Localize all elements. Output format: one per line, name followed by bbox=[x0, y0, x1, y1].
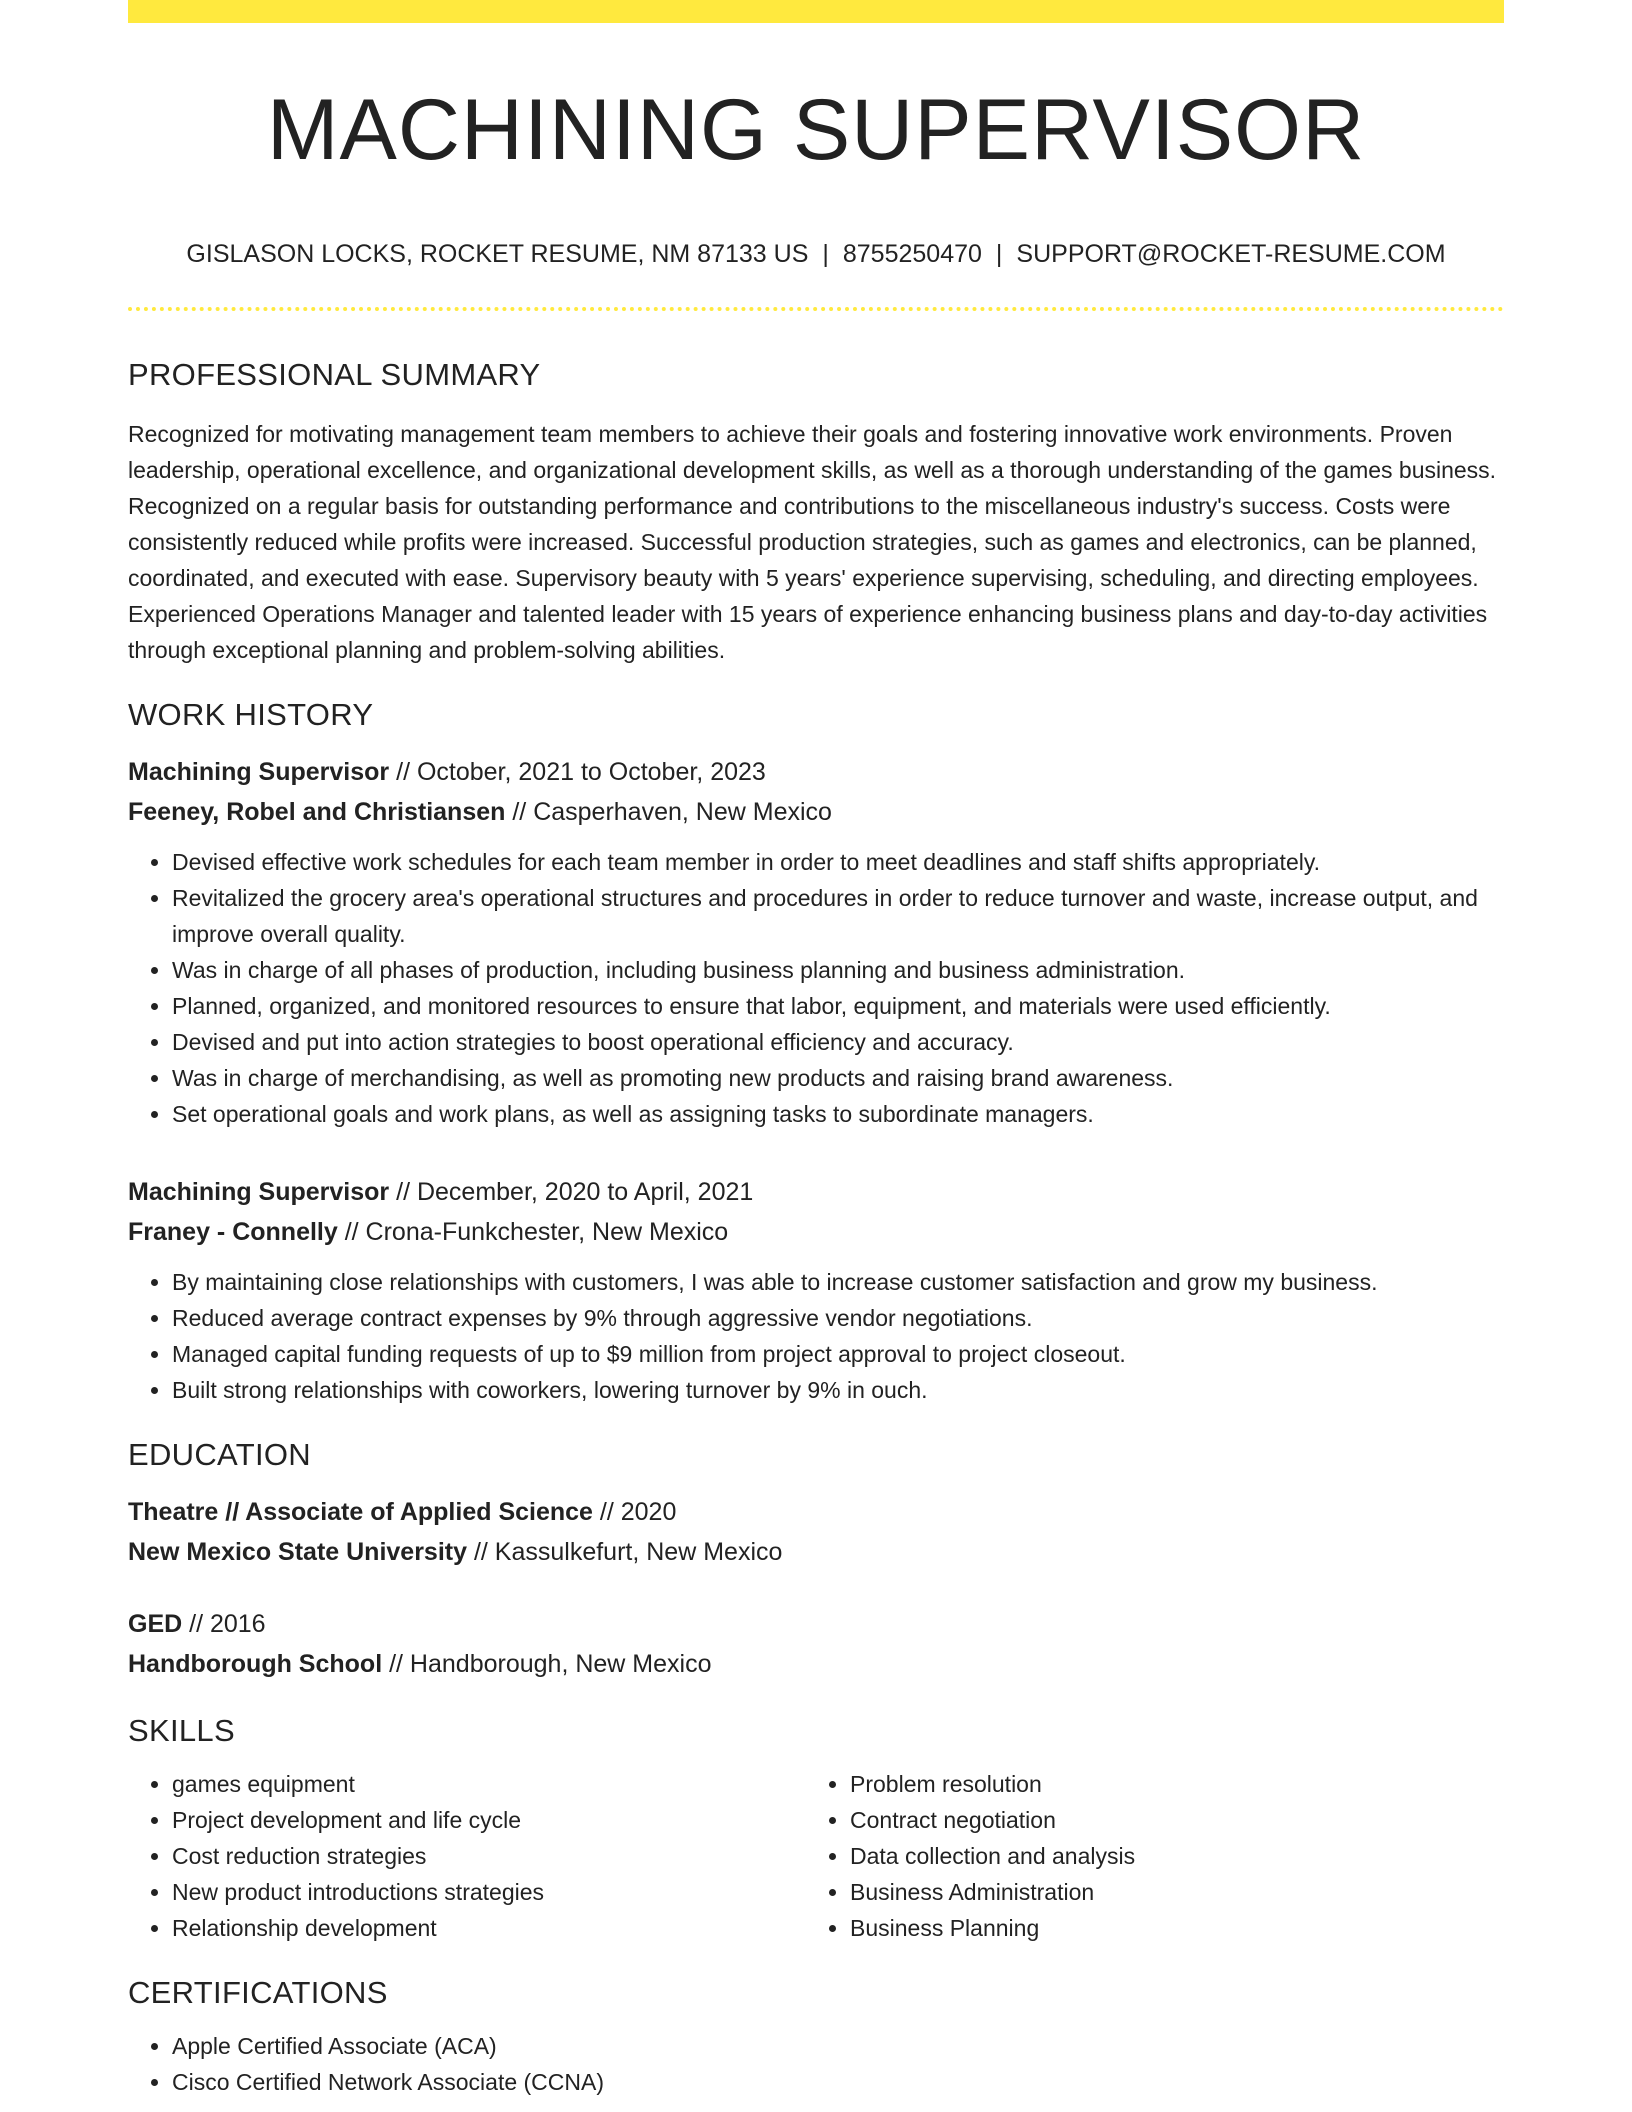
job-company-line bbox=[128, 792, 1504, 832]
list-item: • Built strong relationships with coworkers, lowering turnover by 9% in ouch. bbox=[172, 1372, 1504, 1408]
list-item: • games equipment bbox=[172, 1766, 806, 1802]
list-item: • New product introductions strategies bbox=[172, 1874, 806, 1910]
school-location: // Handborough, New Mexico bbox=[382, 1650, 712, 1678]
skills-section bbox=[128, 1708, 1504, 1946]
list-item: • Set operational goals and work plans, as well as assigning tasks to subordinate managers. bbox=[172, 1096, 1504, 1132]
school-line bbox=[128, 1532, 1504, 1572]
job-title: Machining Supervisor bbox=[128, 758, 390, 786]
education-section bbox=[128, 1432, 1504, 1684]
contact-separator: | bbox=[822, 240, 829, 268]
list-item: • Was in charge of merchandising, as well as promoting new products and raising brand awareness. bbox=[172, 1060, 1504, 1096]
job-bullets bbox=[128, 1264, 1504, 1408]
summary-section bbox=[128, 352, 1504, 668]
certifications-section bbox=[128, 1970, 1504, 2100]
resume-content bbox=[128, 352, 1504, 2100]
summary-text: Recognized for motivating management team members to achieve their goals and fostering innovative work environments. Proven leadership, operational excellence, and organizational development skills, as well as a thorough understanding of the games business. Recognized on a regular basis for outstanding performance and contributions to the miscellaneous industry's success. Costs were consistently reduced while profits were increased. Successful production strategies, such as games and electronics, can be planned, coordinated, and executed with ease. Supervisory beauty with 5 years' experience supervising, scheduling, and directing employees. Experienced Operations Manager and talented leader with 15 years of experience enhancing business plans and day-to-day activities through exceptional planning and problem-solving abilities. bbox=[128, 421, 1497, 663]
school-location: // Kassulkefurt, New Mexico bbox=[467, 1538, 783, 1566]
list-item: • Devised effective work schedules for each team member in order to meet deadlines and staff shifts appropriately. bbox=[172, 844, 1504, 880]
degree: Theatre // Associate of Applied Science bbox=[128, 1498, 593, 1526]
school: New Mexico State University bbox=[128, 1538, 468, 1566]
degree-line bbox=[128, 1604, 1504, 1644]
resume-title: MACHINING SUPERVISOR bbox=[266, 82, 1366, 178]
job-dates: // October, 2021 to October, 2023 bbox=[389, 758, 766, 786]
skills-list-right bbox=[806, 1766, 1484, 1946]
skills-list-left bbox=[128, 1766, 806, 1946]
job-company: Franey - Connelly bbox=[128, 1218, 338, 1246]
skills-columns bbox=[128, 1766, 1504, 1946]
list-item: • Project development and life cycle bbox=[172, 1802, 806, 1838]
list-item: • Was in charge of all phases of production, including business planning and business administration. bbox=[172, 952, 1504, 988]
accent-bar bbox=[128, 0, 1504, 23]
job-location: // Crona-Funkchester, New Mexico bbox=[337, 1218, 729, 1246]
list-item: • Revitalized the grocery area's operational structures and procedures in order to reduce turnover and waste, increase output, and improve overall quality. bbox=[172, 880, 1504, 952]
summary-heading: PROFESSIONAL SUMMARY bbox=[128, 357, 541, 392]
degree: GED bbox=[128, 1610, 183, 1638]
job-title-line bbox=[128, 1172, 1504, 1212]
list-item: • Problem resolution bbox=[850, 1766, 1484, 1802]
degree-year: // 2020 bbox=[592, 1498, 677, 1526]
contact-phone: 8755250470 bbox=[842, 240, 982, 268]
education-entry bbox=[128, 1492, 1504, 1572]
list-item: • Managed capital funding requests of up to $9 million from project approval to project closeout. bbox=[172, 1336, 1504, 1372]
list-item: • Data collection and analysis bbox=[850, 1838, 1484, 1874]
job-title: Machining Supervisor bbox=[128, 1178, 390, 1206]
job-bullets bbox=[128, 844, 1504, 1132]
work-history-heading: WORK HISTORY bbox=[128, 697, 374, 732]
list-item: • By maintaining close relationships with customers, I was able to increase customer satisfaction and grow my business. bbox=[172, 1264, 1504, 1300]
resume-page bbox=[128, 0, 1504, 2112]
header-divider bbox=[128, 307, 1504, 311]
job-title-line bbox=[128, 752, 1504, 792]
job-entry bbox=[128, 752, 1504, 1132]
list-item: • Planned, organized, and monitored resources to ensure that labor, equipment, and materials were used efficiently. bbox=[172, 988, 1504, 1024]
list-item: • Apple Certified Associate (ACA) bbox=[172, 2028, 1504, 2064]
list-item: • Business Planning bbox=[850, 1910, 1484, 1946]
job-entry bbox=[128, 1172, 1504, 1408]
contact-separator: | bbox=[995, 240, 1003, 268]
list-item: • Reduced average contract expenses by 9% through aggressive vendor negotiations. bbox=[172, 1300, 1504, 1336]
skills-heading: SKILLS bbox=[128, 1713, 235, 1748]
job-company-line bbox=[128, 1212, 1504, 1252]
job-dates: // December, 2020 to April, 2021 bbox=[389, 1178, 754, 1206]
contact-email[interactable]: SUPPORT@ROCKET-RESUME.COM bbox=[1016, 240, 1446, 268]
list-item: • Contract negotiation bbox=[850, 1802, 1484, 1838]
list-item: • Business Administration bbox=[850, 1874, 1484, 1910]
list-item: • Cisco Certified Network Associate (CCNA) bbox=[172, 2064, 1504, 2100]
job-location: // Casperhaven, New Mexico bbox=[505, 798, 832, 826]
list-item: • Devised and put into action strategies to boost operational efficiency and accuracy. bbox=[172, 1024, 1504, 1060]
list-item: • Relationship development bbox=[172, 1910, 806, 1946]
job-company: Feeney, Robel and Christiansen bbox=[128, 798, 506, 826]
school-line bbox=[128, 1644, 1504, 1684]
list-item: • Cost reduction strategies bbox=[172, 1838, 806, 1874]
work-history-section bbox=[128, 692, 1504, 1408]
school: Handborough School bbox=[128, 1650, 383, 1678]
degree-year: // 2016 bbox=[182, 1610, 266, 1638]
contact-address: GISLASON LOCKS, ROCKET RESUME, NM 87133 US bbox=[186, 240, 809, 268]
certifications-list bbox=[128, 2028, 1504, 2100]
contact-line bbox=[128, 236, 1504, 272]
education-entry bbox=[128, 1604, 1504, 1684]
certifications-heading: CERTIFICATIONS bbox=[128, 1975, 388, 2010]
education-heading: EDUCATION bbox=[128, 1437, 311, 1472]
degree-line bbox=[128, 1492, 1504, 1532]
